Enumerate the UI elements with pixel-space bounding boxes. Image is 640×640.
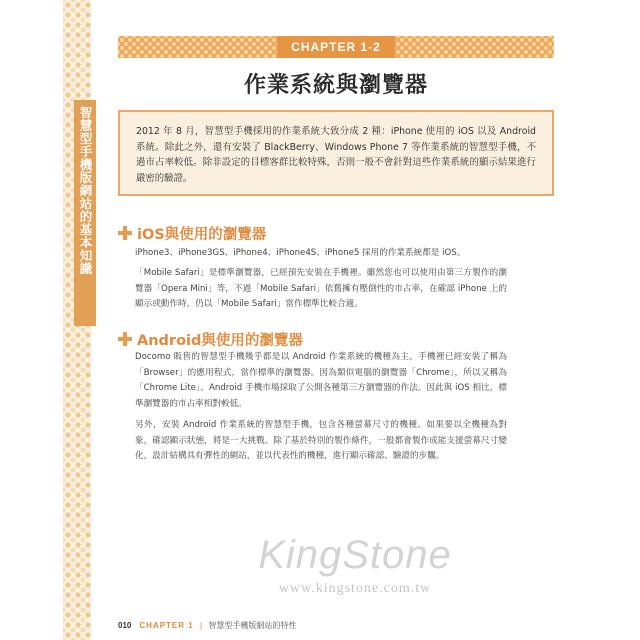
section-heading-ios xyxy=(118,222,266,244)
page-number: 010 xyxy=(118,620,132,630)
paragraph: 另外，安裝 Android 作業系統的智慧型手機，包含各種螢幕尺寸的機種。如果要以全機種為對象，確認顯示狀態，將是一大挑戰。除了基於特別的製作條件，一般都會製作成能支援螢幕尺寸變化，設計結構具有彈性的網站，並以代表性的機種，進行顯示確認、驗證的步驟。 xyxy=(135,420,507,461)
watermark-brand: KingStone xyxy=(258,533,452,577)
plus-bullet-icon xyxy=(118,332,132,346)
paragraph: iPhone3、iPhone3GS、iPhone4、iPhone4S、iPhone5 採用的作業系統都是 iOS。 xyxy=(135,248,466,258)
plus-bullet-icon xyxy=(118,226,132,240)
footer-separator: | xyxy=(199,620,203,630)
watermark xyxy=(230,533,480,603)
page-footer xyxy=(118,618,296,632)
paragraph: 「Mobile Safari」是標準瀏覽器，已經預先安裝在手機裡。雖然您也可以使用由第三方製作的瀏覽器「Opera Mini」等，不過「Mobile Safari」依舊擁有壓倒性的市占率，在確認 iPhone 上的顯示或動作時，仍以「Mobile Safari」當作標準比較合適。 xyxy=(135,268,507,309)
footer-chapter: CHAPTER 1 xyxy=(139,620,194,630)
chapter-header-band xyxy=(118,36,554,58)
paragraph: Docomo 販售的智慧型手機幾乎都是以 Android 作業系統的機種為主。手機裡已經安裝了稱為「Browser」的應用程式，當作標準的瀏覽器。因為類似電腦的瀏覽器「Chrome」，所以又稱為「Chrome Lite」。Android 手機市場採取了公開各種第三方瀏覽器的作法。因此與 iOS 相比，標準瀏覽器的市占率相對較低。 xyxy=(135,352,507,409)
intro-box: 2012 年 8 月，智慧型手機採用的作業系統大致分成 2 種：iPhone 使用的 iOS 以及 Android 系統。除此之外，還有安裝了 BlackBerry、Windows Phone 7 等作業系統的智慧型手機，不過市占率較低。除非設定的目標客群比較特殊，否則一般不會針對這些作業系統的顯示結果進行嚴密的驗證。 xyxy=(118,110,554,196)
page-title: 作業系統與瀏覽器 xyxy=(243,73,428,98)
watermark-url: www.kingstone.com.tw xyxy=(278,581,432,596)
section-title: iOS與使用的瀏覽器 xyxy=(137,226,267,243)
side-chapter-title: 智慧型手機版網站的基本知識 xyxy=(78,106,93,275)
footer-title: 智慧型手機版網站的特性 xyxy=(208,620,297,630)
section-heading-android xyxy=(118,328,303,350)
section-title: Android與使用的瀏覽器 xyxy=(137,332,303,349)
chapter-label: CHAPTER 1-2 xyxy=(277,36,395,58)
